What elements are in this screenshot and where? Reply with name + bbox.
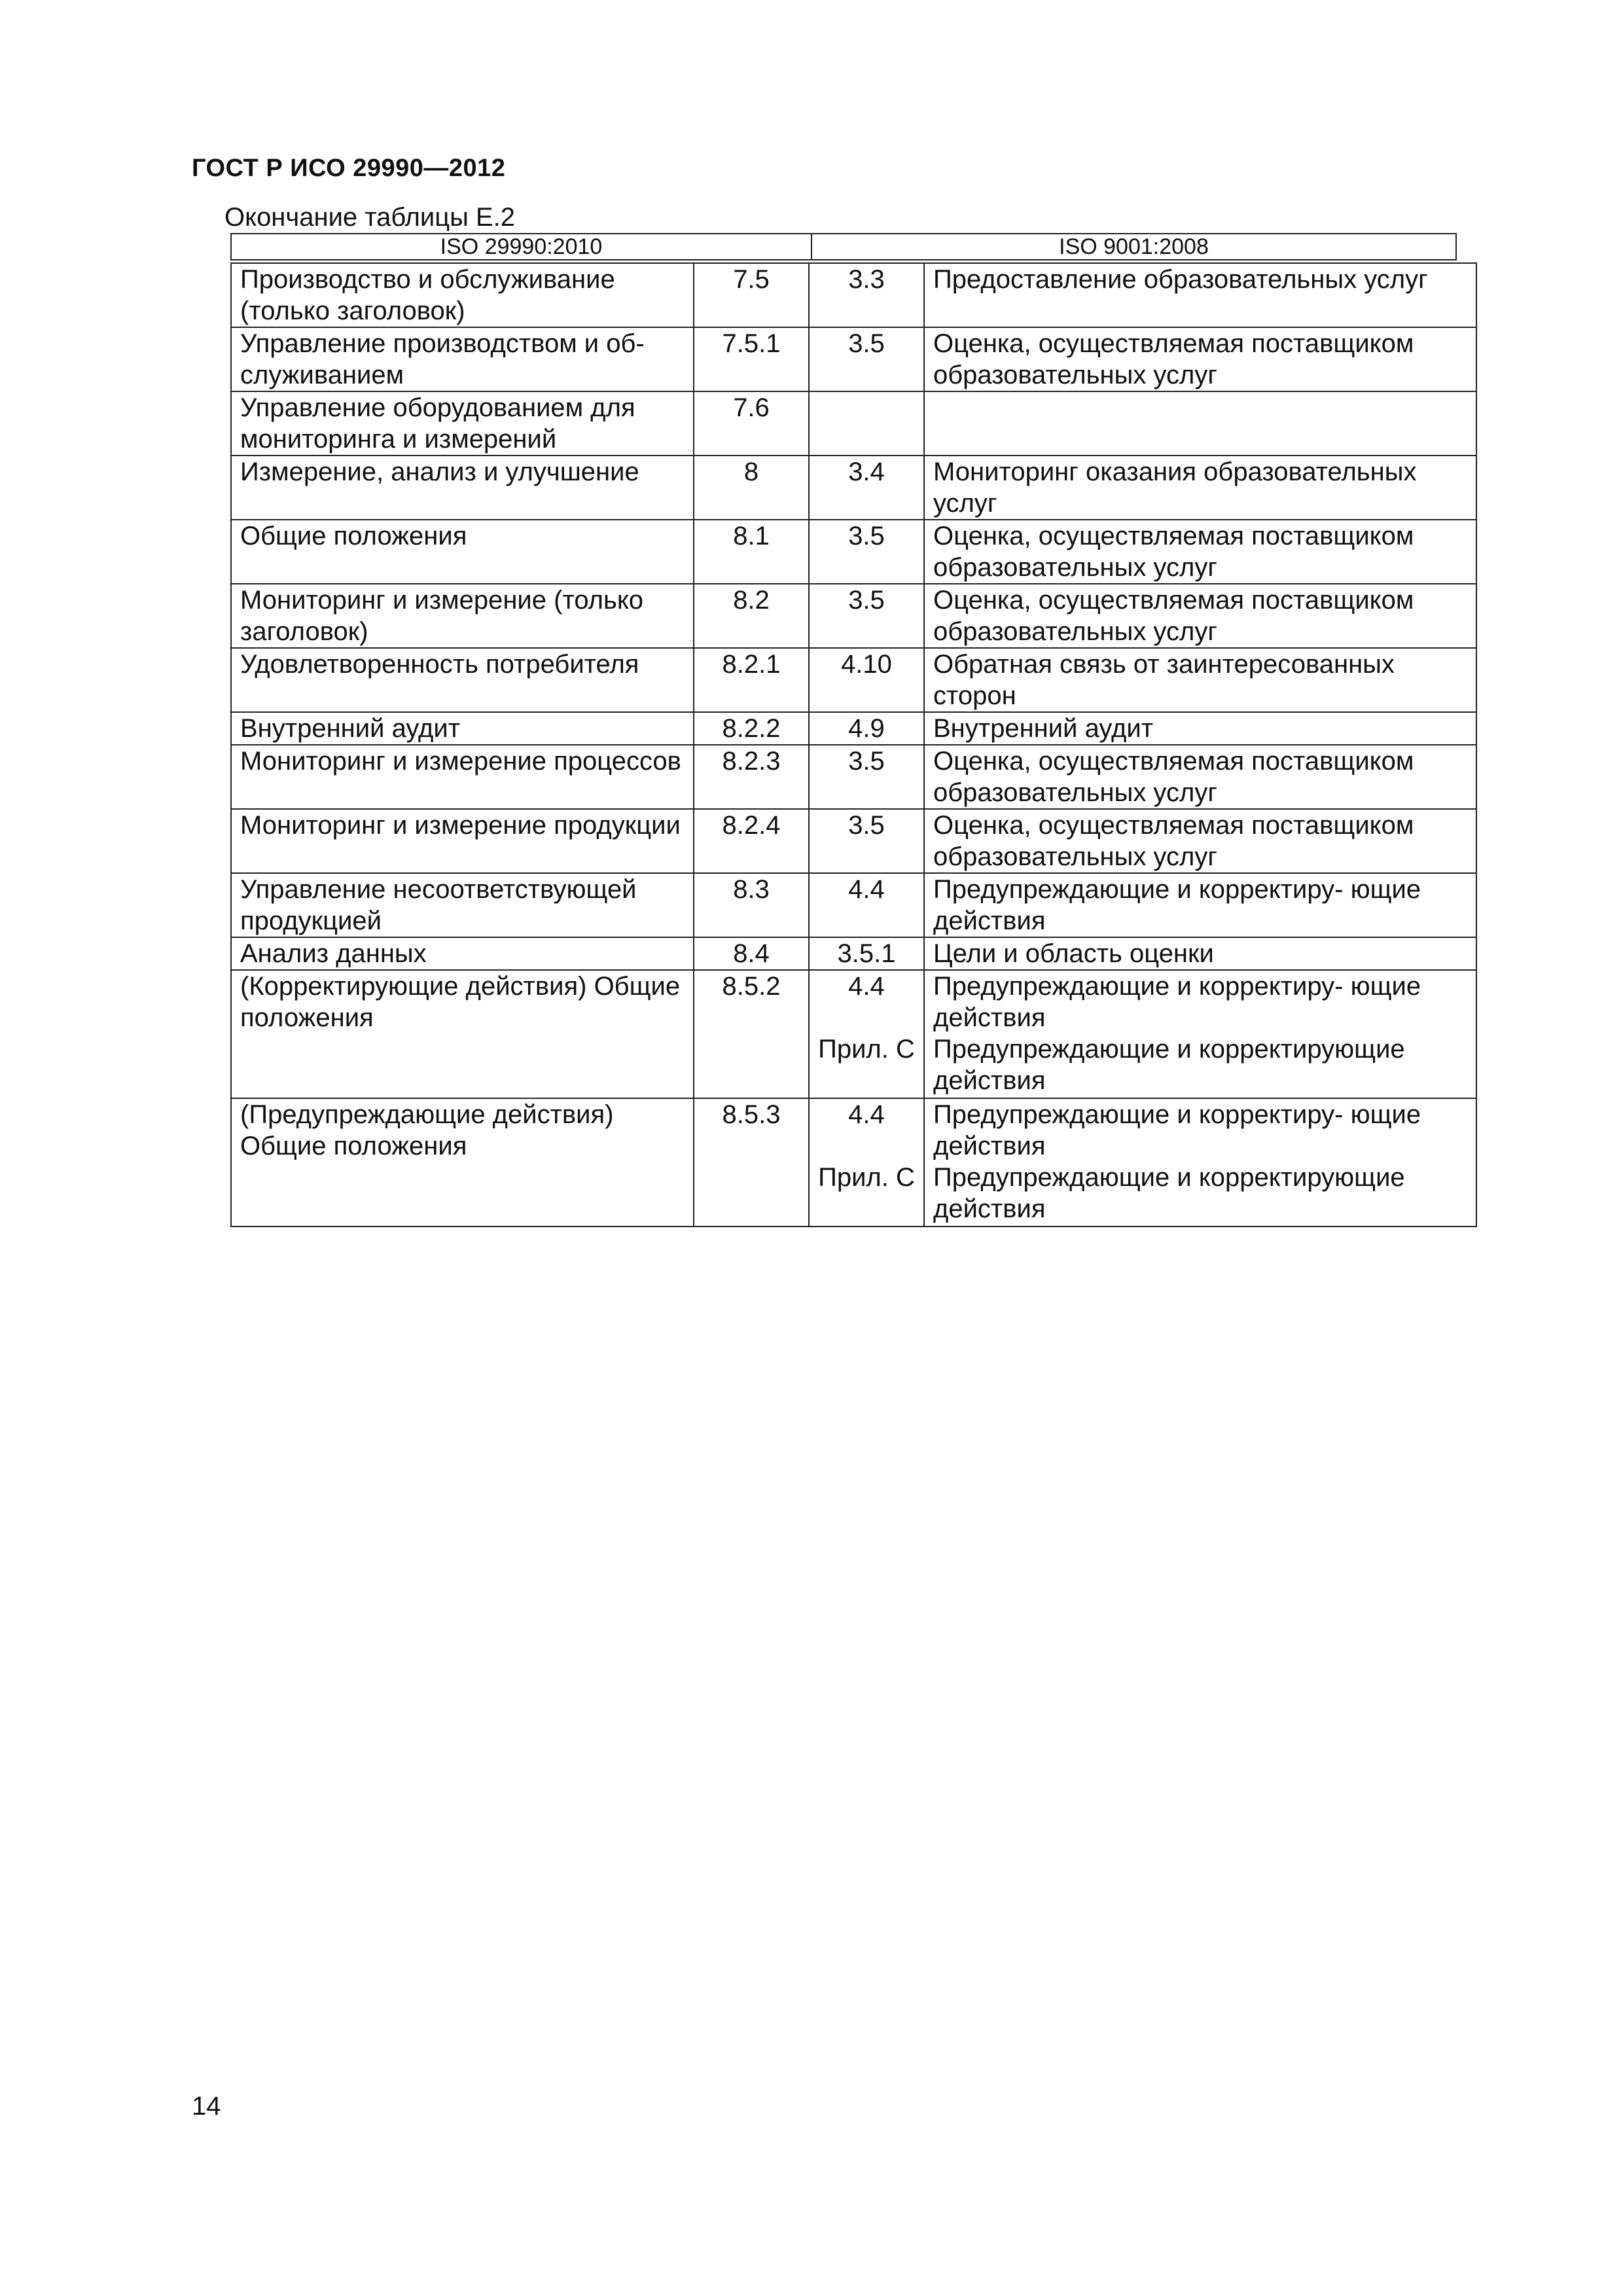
- correspondence-table: [230, 262, 1477, 1227]
- column-group-header: [230, 233, 1457, 260]
- iso29990-clause-cell: 8.2.4: [694, 809, 809, 873]
- iso9001-title-cell: [924, 1098, 1476, 1227]
- table-row: [231, 263, 1476, 327]
- table-row: [231, 937, 1476, 970]
- iso9001-clause-cell: [809, 873, 924, 937]
- iso9001-title-entry: Оценка, осуществляемая поставщиком образовательных услуг: [933, 811, 1414, 871]
- iso9001-clause-cell: [809, 712, 924, 745]
- iso9001-title-entry: Обратная связь от заинтересованных сторон: [933, 650, 1395, 710]
- iso9001-clause-entry: 4.4: [848, 972, 885, 1001]
- iso9001-clause-entry: Прил. С: [818, 1035, 915, 1064]
- iso29990-clause-cell: 8.2.1: [694, 648, 809, 712]
- iso9001-clause-entry: 3.5: [848, 329, 885, 358]
- iso29990-clause-cell: 7.5: [694, 263, 809, 327]
- table-row: [231, 970, 1476, 1098]
- iso9001-clause-cell: [809, 809, 924, 873]
- table-caption: Окончание таблицы Е.2: [224, 203, 516, 232]
- iso29990-clause-cell: 8.2: [694, 584, 809, 648]
- iso9001-title-entry: Мониторинг оказания образовательных услуг: [933, 457, 1417, 518]
- table-row: [231, 745, 1476, 809]
- iso9001-title-entry: Предупреждающие и корректирующие действия: [933, 1163, 1405, 1223]
- table-row: [231, 809, 1476, 873]
- iso9001-title-entry: Предупреждающие и корректиру- ющие действия: [933, 875, 1421, 935]
- iso9001-clause-cell: [809, 520, 924, 584]
- iso29990-clause-cell: 8: [694, 456, 809, 520]
- iso9001-clause-entry: 4.4: [848, 1100, 885, 1129]
- iso29990-title-cell: Измерение, анализ и улучшение: [231, 456, 694, 520]
- iso29990-clause-cell: 8.4: [694, 937, 809, 970]
- iso9001-clause-entry: 3.5: [848, 747, 885, 776]
- iso29990-title-cell: Мониторинг и измерение (только заголовок): [231, 584, 694, 648]
- iso29990-clause-cell: 8.2.2: [694, 712, 809, 745]
- iso9001-title-cell: [924, 456, 1476, 520]
- iso29990-title-cell: Производство и обслуживание (только заголовок): [231, 263, 694, 327]
- iso9001-clause-entry: 4.9: [848, 714, 885, 743]
- iso9001-clause-entry: 3.5: [848, 586, 885, 615]
- iso9001-title-cell: [924, 520, 1476, 584]
- table-row: [231, 456, 1476, 520]
- iso9001-clause-cell: [809, 745, 924, 809]
- iso9001-clause-entry: 3.3: [848, 265, 885, 294]
- iso9001-title-entry: Предупреждающие и корректиру- ющие действия: [933, 1100, 1421, 1160]
- iso9001-clause-cell: [809, 648, 924, 712]
- iso9001-title-entry: Оценка, осуществляемая поставщиком образовательных услуг: [933, 522, 1414, 582]
- iso9001-clause-cell: [809, 1098, 924, 1227]
- iso9001-title-cell: [924, 745, 1476, 809]
- iso9001-title-entry: Предоставление образовательных услуг: [933, 265, 1428, 294]
- table-row: [231, 584, 1476, 648]
- iso9001-title-cell: [924, 584, 1476, 648]
- page-number: 14: [192, 2092, 221, 2121]
- document-code: ГОСТ Р ИСО 29990—2012: [192, 154, 506, 182]
- iso9001-clause-entry: 3.4: [848, 457, 885, 486]
- iso9001-title-cell: [924, 809, 1476, 873]
- iso29990-title-cell: Мониторинг и измерение продукции: [231, 809, 694, 873]
- iso9001-title-cell: [924, 391, 1476, 456]
- table-row: [231, 712, 1476, 745]
- iso29990-clause-cell: 7.5.1: [694, 327, 809, 391]
- iso9001-clause-cell: [809, 970, 924, 1098]
- iso29990-title-cell: Анализ данных: [231, 937, 694, 970]
- iso29990-title-cell: Общие положения: [231, 520, 694, 584]
- table-row: [231, 327, 1476, 391]
- table-row: [231, 391, 1476, 456]
- iso9001-clause-entry: 4.4: [848, 875, 885, 904]
- iso9001-title-cell: [924, 873, 1476, 937]
- iso9001-title-entry: Внутренний аудит: [933, 714, 1154, 743]
- iso9001-title-cell: [924, 937, 1476, 970]
- iso9001-title-entry: Цели и область оценки: [933, 939, 1214, 968]
- iso9001-clause-entry: 4.10: [841, 650, 892, 679]
- iso29990-title-cell: Удовлетворенность потребителя: [231, 648, 694, 712]
- iso29990-title-cell: (Корректирующие действия) Общие положения: [231, 970, 694, 1098]
- iso9001-clause-cell: [809, 456, 924, 520]
- iso9001-title-entry: Предупреждающие и корректирующие действия: [933, 1035, 1405, 1095]
- table-row: [231, 520, 1476, 584]
- column-group-iso9001: ISO 9001:2008: [812, 234, 1456, 260]
- iso9001-title-cell: [924, 327, 1476, 391]
- iso9001-clause-cell: [809, 584, 924, 648]
- iso29990-title-cell: Управление оборудованием для мониторинга и измерений: [231, 391, 694, 456]
- iso29990-clause-cell: 8.2.3: [694, 745, 809, 809]
- iso9001-title-entry: Предупреждающие и корректиру- ющие действия: [933, 972, 1421, 1032]
- iso29990-clause-cell: 8.5.3: [694, 1098, 809, 1227]
- iso9001-title-entry: Оценка, осуществляемая поставщиком образовательных услуг: [933, 329, 1414, 389]
- iso29990-clause-cell: 8.5.2: [694, 970, 809, 1098]
- iso29990-title-cell: (Предупреждающие действия) Общие положения: [231, 1098, 694, 1227]
- table-row: [231, 1098, 1476, 1227]
- iso9001-clause-entry: 3.5.1: [837, 939, 896, 968]
- iso29990-clause-cell: 7.6: [694, 391, 809, 456]
- iso9001-title-cell: [924, 648, 1476, 712]
- iso9001-clause-cell: [809, 391, 924, 456]
- iso9001-clause-entry: 3.5: [848, 522, 885, 550]
- iso29990-title-cell: Внутренний аудит: [231, 712, 694, 745]
- iso9001-title-cell: [924, 970, 1476, 1098]
- iso9001-title-cell: [924, 712, 1476, 745]
- column-group-iso29990: ISO 29990:2010: [231, 234, 812, 260]
- iso9001-title-entry: Оценка, осуществляемая поставщиком образовательных услуг: [933, 586, 1414, 646]
- iso9001-clause-cell: [809, 327, 924, 391]
- iso29990-clause-cell: 8.1: [694, 520, 809, 584]
- iso9001-clause-cell: [809, 263, 924, 327]
- iso9001-title-entry: Оценка, осуществляемая поставщиком образовательных услуг: [933, 747, 1414, 807]
- iso29990-title-cell: Мониторинг и измерение процессов: [231, 745, 694, 809]
- iso29990-title-cell: Управление производством и обслуживанием: [231, 327, 694, 391]
- iso9001-clause-entry: 3.5: [848, 811, 885, 840]
- table-row: [231, 873, 1476, 937]
- iso29990-title-cell: Управление несоответствующей продукцией: [231, 873, 694, 937]
- table-row: [231, 648, 1476, 712]
- iso9001-clause-cell: [809, 937, 924, 970]
- iso9001-clause-entry: Прил. С: [818, 1163, 915, 1192]
- iso9001-title-cell: [924, 263, 1476, 327]
- iso29990-clause-cell: 8.3: [694, 873, 809, 937]
